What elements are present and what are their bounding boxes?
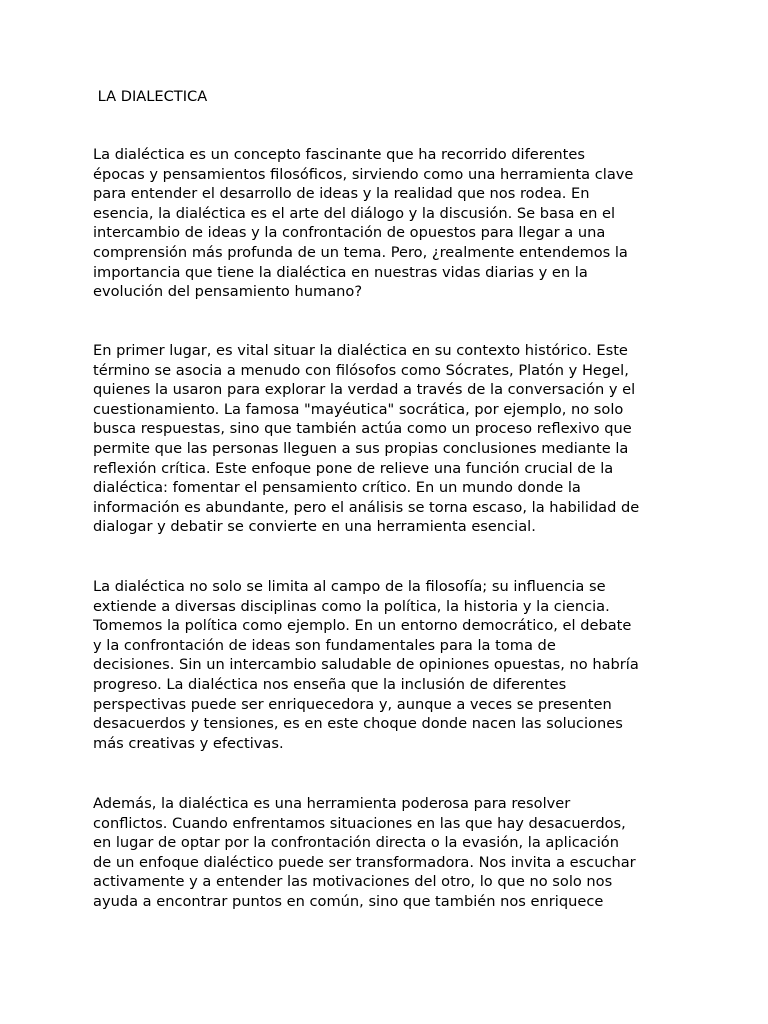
paragraph-1: La dialéctica es un concepto fascinante que ha recorrido diferentes épocas y pensamientos filosóficos, sirviendo como una herramienta clave para entender el desarrollo de ideas y la realidad que nos rodea. En esencia, la dialéctica es el arte del diálogo y la discusión. Se basa en el intercambio de ideas y la confrontación de opuestos para llegar a una comprensión más profunda de un tema. Pero, ¿realmente entendemos la importancia que tiene la dialéctica en nuestras vidas diarias y en la evolución del pensamiento humano?: [93, 146, 634, 301]
paragraph-4: Además, la dialéctica es una herramienta poderosa para resolver conflictos. Cuando enfrentamos situaciones en las que hay desacuerdos, en lugar de optar por la confrontación directa o la evasión, la aplicación de un enfoque dialéctico puede ser transformadora. Nos invita a escuchar activamente y a entender las motivaciones del otro, lo que no solo nos ayuda a encontrar puntos en común, sino que también nos enriquece: [93, 795, 636, 910]
document-title: LA DIALECTICA: [93, 88, 208, 105]
paragraph-2: En primer lugar, es vital situar la dialéctica en su contexto histórico. Este término se asocia a menudo con filósofos como Sócrates, Platón y Hegel, quienes la usaron para explorar la verdad a través de la conversación y el cuestionamiento. La famosa "mayéutica" socrática, por ejemplo, no solo busca respuestas, sino que también actúa como un proceso reflexivo que permite que las personas lleguen a sus propias conclusiones mediante la reflexión crítica. Este enfoque pone de relieve una función crucial de la dialéctica: fomentar el pensamiento crítico. En un mundo donde la información es abundante, pero el análisis se torna escaso, la habilidad de dialogar y debatir se convierte en una herramienta esencial.: [93, 342, 640, 536]
paragraph-3: La dialéctica no solo se limita al campo de la filosofía; su influencia se extiende a diversas disciplinas como la política, la historia y la ciencia. Tomemos la política como ejemplo. En un entorno democrático, el debate y la confrontación de ideas son fundamentales para la toma de decisiones. Sin un intercambio saludable de opiniones opuestas, no habría progreso. La dialéctica nos enseña que la inclusión de diferentes perspectivas puede ser enriquecedora y, aunque a veces se presenten desacuerdos y tensiones, es en este choque donde nacen las soluciones más creativas y efectivas.: [93, 578, 639, 752]
